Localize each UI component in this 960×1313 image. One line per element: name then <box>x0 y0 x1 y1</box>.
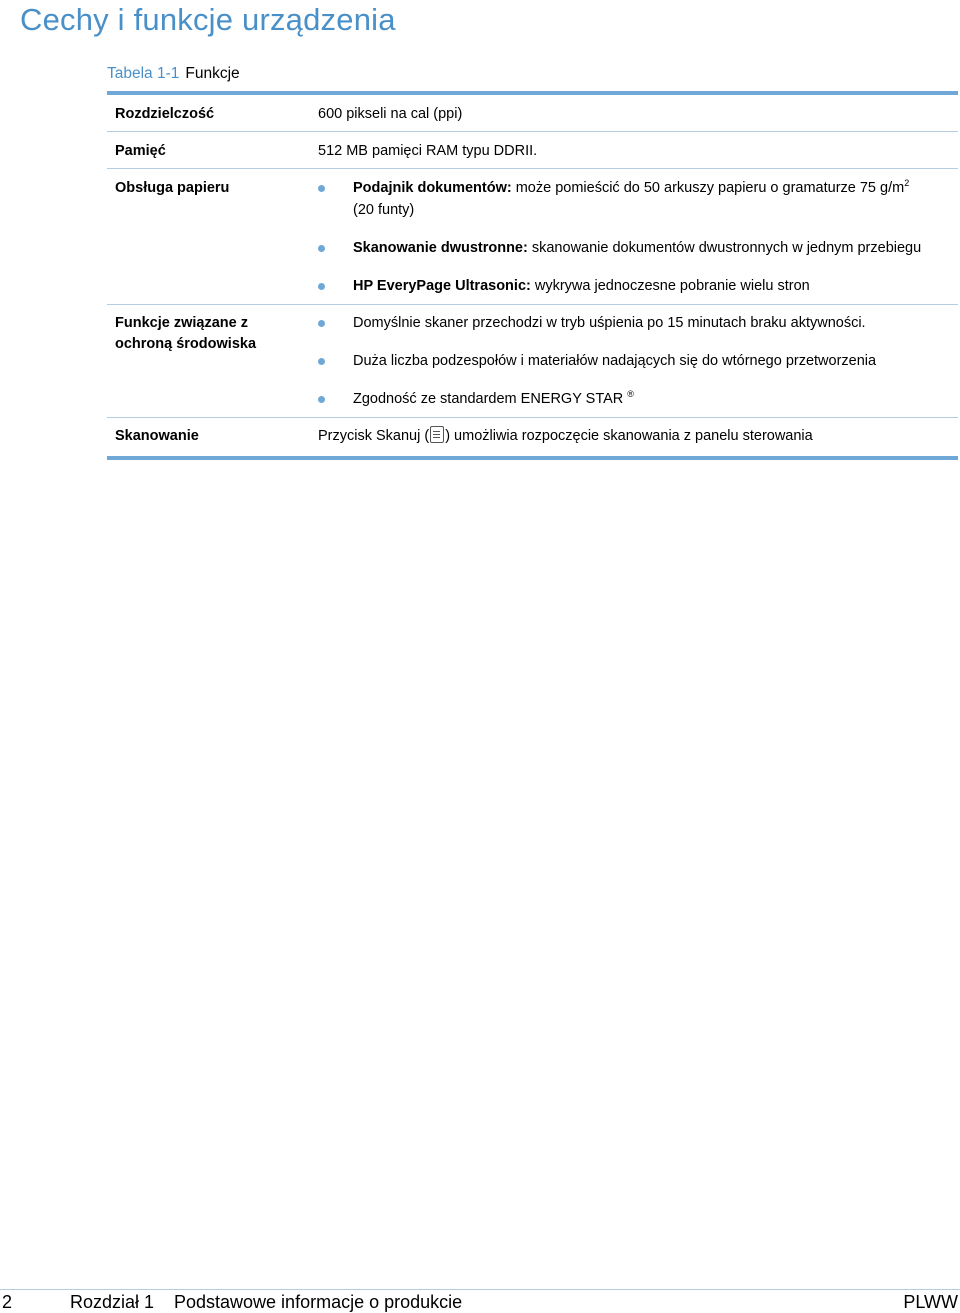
bullet-icon <box>318 283 325 290</box>
footer-chapter-title: Podstawowe informacje o produkcie <box>174 1292 463 1312</box>
bullet-icon <box>318 185 325 192</box>
table-bottom-rule <box>107 456 958 460</box>
table-top-rule <box>107 91 958 95</box>
table-caption-name: Funkcje <box>185 65 240 82</box>
row-label-resolution: Rozdzielczość <box>115 106 215 122</box>
list-item: Duża liczba podzespołów i materiałów nadających się do wtórnego przetworzenia <box>353 353 877 369</box>
bullet-icon <box>318 358 325 365</box>
row-value-resolution: 600 pikseli na cal (ppi) <box>318 106 463 122</box>
table-caption-number: Tabela 1-1 <box>107 65 180 82</box>
row-label-memory: Pamięć <box>115 143 166 159</box>
footer-chapter: Rozdział 1 <box>70 1292 155 1312</box>
list-item-continuation: (20 funty) <box>353 202 415 218</box>
row-label-scanning: Skanowanie <box>115 428 199 444</box>
row-divider <box>107 168 958 169</box>
list-item: Podajnik dokumentów: może pomieścić do 50 arkuszy papieru o gramaturze 75 $g/m^2$ <box>353 178 910 196</box>
scan-button-icon <box>430 426 444 443</box>
list-item: Domyślnie skaner przechodzi w tryb uśpienia po 15 minutach braku aktywności. <box>353 315 866 331</box>
footer-page-number: 2 <box>2 1292 13 1312</box>
bullet-icon <box>318 396 325 403</box>
row-divider <box>107 417 958 418</box>
bullet-icon <box>318 245 325 252</box>
row-label-paper-handling: Obsługa papieru <box>115 180 230 196</box>
list-item: HP EveryPage Ultrasonic: wykrywa jednoczesne pobranie wielu stron <box>353 278 810 294</box>
row-label-environment: Funkcje związane z ochroną środowiska <box>115 315 257 352</box>
row-value-scanning: Przycisk Skanuj ( ) umożliwia rozpoczęcie skanowania z panelu sterowania <box>318 428 813 444</box>
row-value-memory: 512 MB pamięci RAM typu DDRII. <box>318 143 538 159</box>
footer-doc-code: PLWW <box>903 1292 958 1312</box>
list-item: Skanowanie dwustronne: skanowanie dokumentów dwustronnych w jednym przebiegu <box>353 240 922 256</box>
row-divider <box>107 304 958 305</box>
page-title: Cechy i funkcje urządzenia <box>20 2 396 37</box>
table-caption <box>107 65 240 83</box>
row-divider <box>107 131 958 132</box>
bullet-icon <box>318 320 325 327</box>
list-item: Zgodność ze standardem ENERGY STAR ® <box>353 389 634 407</box>
footer-divider <box>0 1289 960 1290</box>
